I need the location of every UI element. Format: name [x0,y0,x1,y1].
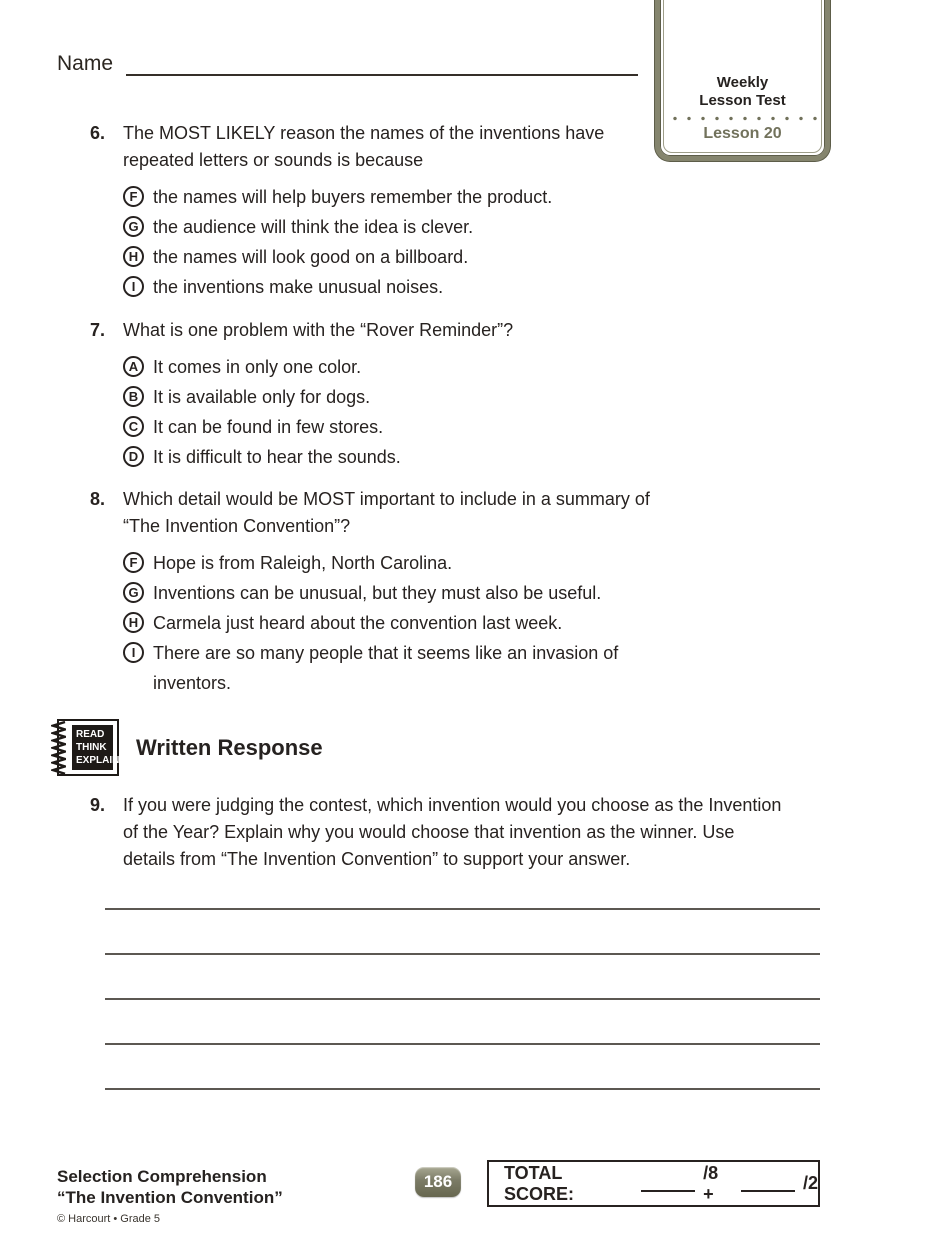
score-blank-1 [641,1176,695,1192]
question-number: 6. [90,123,106,143]
name-label: Name [57,52,114,75]
answer-bubble-h[interactable]: H [123,612,144,633]
answer-option-text: It is available only for dogs. [153,387,371,407]
answer-bubble-d[interactable]: D [123,446,144,467]
read-think-explain-label [72,725,120,770]
question-7 [90,317,663,472]
question-text: What is one problem with the “Rover Reminder”? [123,320,514,340]
total-score-label: TOTAL SCORE: [504,1162,575,1204]
question-number: 7. [90,320,106,340]
answer-options [123,182,645,302]
footer-selection-title: “The Invention Convention” [57,1188,283,1207]
answer-option-h [123,242,645,272]
answer-option-text: Carmela just heard about the convention last week. [153,613,563,633]
answer-bubble-a[interactable]: A [123,356,144,377]
question-9 [90,792,783,873]
footer-section-title: Selection Comprehension [57,1167,267,1186]
answer-option-text: There are so many people that it seems like an invasion of inventors. [153,643,619,693]
answer-option-text: It can be found in few stores. [153,417,384,437]
written-response-title: Written Response [136,734,323,760]
writing-line-2[interactable] [105,910,820,955]
answer-option-a [123,352,663,382]
answer-option-text: the inventions make unusual noises. [153,277,444,297]
badge-line-read: READ [76,729,105,740]
answer-option-i [123,272,645,302]
score-denominator-2: /2 [802,1173,818,1193]
badge-line-think: THINK [76,742,107,753]
lesson-test-box-inner [663,0,822,153]
answer-option-text: It comes in only one color. [153,357,362,377]
page-number-badge: 186 [415,1167,461,1197]
question-6 [90,120,645,302]
dotted-divider [668,116,818,121]
answer-bubble-h[interactable]: H [123,246,144,267]
answer-option-text: Inventions can be unusual, but they must also be useful. [153,583,602,603]
question-text: Which detail would be MOST important to include in a summary of “The Invention Convention”? [123,489,650,536]
name-row [57,50,638,76]
answer-options [123,548,671,698]
answer-option-d [123,442,663,472]
answer-option-text: It is difficult to hear the sounds. [153,447,401,467]
question-8 [90,486,671,698]
question-text: If you were judging the contest, which invention would you choose as the Invention of the Year? Explain why you would choose that invention as the winner. Use details from “The Invention Convention” to support your answer. [123,795,782,869]
lesson-number-label: Lesson 20 [703,125,782,142]
lesson-test-title-line2: Lesson Test [699,92,786,109]
answer-bubble-f[interactable]: F [123,552,144,573]
answer-option-b [123,382,663,412]
question-text: The MOST LIKELY reason the names of the inventions have repeated letters or sounds is because [123,123,605,170]
score-blank-2 [741,1176,795,1192]
answer-bubble-f[interactable]: F [123,186,144,207]
answer-option-f [123,548,671,578]
answer-option-i [123,638,671,698]
answer-bubble-g[interactable]: G [123,216,144,237]
question-number: 9. [90,795,106,815]
answer-option-text: the names will help buyers remember the product. [153,187,553,207]
writing-line-4[interactable] [105,1000,820,1045]
writing-line-5[interactable] [105,1045,820,1090]
badge-line-explain: EXPLAIN [76,755,120,766]
question-number: 8. [90,489,106,509]
answer-option-text: Hope is from Raleigh, North Carolina. [153,553,453,573]
score-denominator-1: /8 + [703,1162,719,1204]
answer-bubble-i[interactable]: I [123,276,144,297]
writing-line-3[interactable] [105,955,820,1000]
answer-bubble-i[interactable]: I [123,642,144,663]
written-answer-area [105,865,820,1090]
total-score-box [487,1160,820,1207]
writing-line-1[interactable] [105,865,820,910]
answer-bubble-g[interactable]: G [123,582,144,603]
answer-bubble-c[interactable]: C [123,416,144,437]
answer-option-c [123,412,663,442]
answer-option-g [123,212,645,242]
lesson-test-title-line1: Weekly [716,74,769,91]
answer-option-h [123,608,671,638]
answer-option-text: the names will look good on a billboard. [153,247,469,267]
name-input-line[interactable] [126,50,638,76]
written-response-header [57,719,323,776]
answer-option-g [123,578,671,608]
spiral-binding-icon [51,721,66,774]
answer-option-f [123,182,645,212]
answer-bubble-b[interactable]: B [123,386,144,407]
footer-section-info [57,1166,283,1225]
read-think-explain-icon [57,719,119,776]
answer-options [123,352,663,472]
footer-copyright: © Harcourt • Grade 5 [57,1213,161,1225]
lesson-test-box [655,0,830,161]
answer-option-text: the audience will think the idea is clever. [153,217,474,237]
